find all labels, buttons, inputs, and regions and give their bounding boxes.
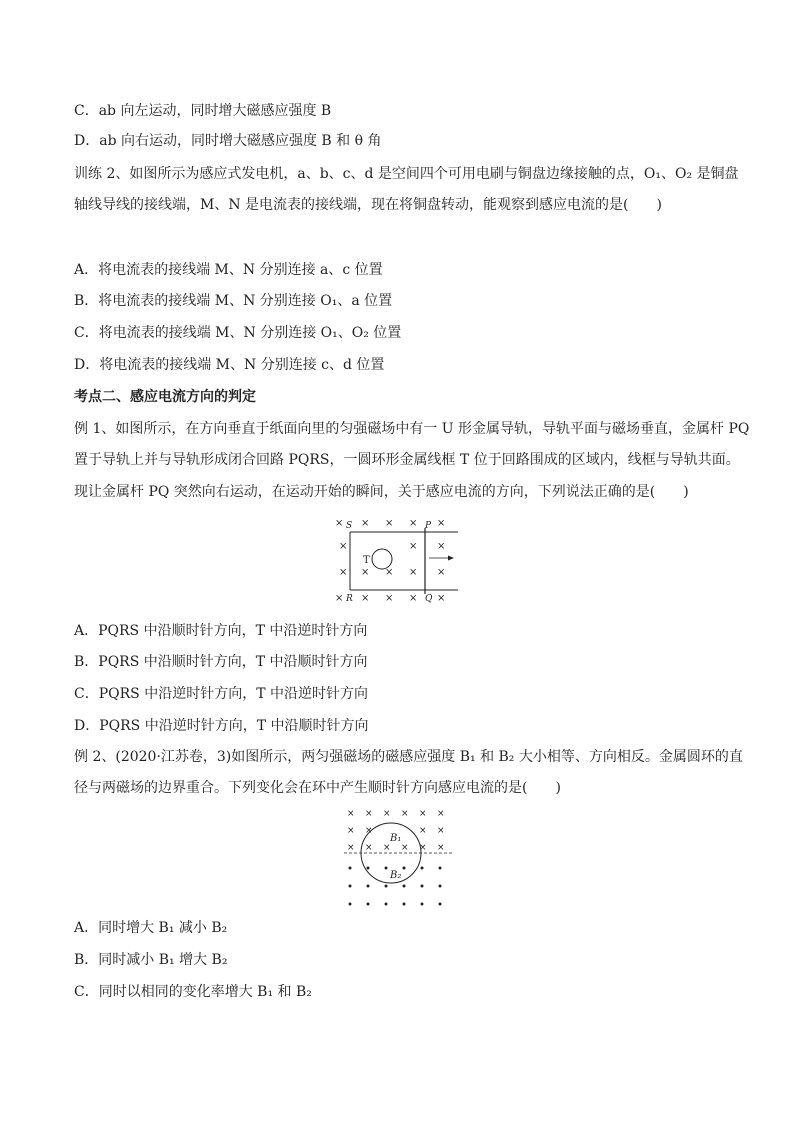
- example1-stem-line3: 现让金属杆 PQ 突然向右运动，在运动开始的瞬间，关于感应电流的方向，下列说法正确的是( ): [74, 484, 689, 500]
- svg-text:×: ×: [409, 567, 418, 578]
- svg-text:×: ×: [365, 843, 373, 853]
- option-c-prev: C．ab 向左运动，同时增大磁感应强度 B: [74, 103, 332, 119]
- svg-text:×: ×: [383, 809, 391, 819]
- svg-text:×: ×: [419, 809, 427, 819]
- training2-stem-line1: 训练 2、如图所示为感应式发电机，a、b、c、d 是空间四个可用电刷与铜盘边缘接触的点，O₁、O₂ 是铜盘: [74, 166, 739, 182]
- svg-text:×: ×: [339, 541, 348, 552]
- svg-text:×: ×: [361, 518, 370, 529]
- label-r: R: [346, 594, 353, 604]
- svg-text:×: ×: [409, 518, 418, 529]
- svg-text:×: ×: [401, 843, 409, 853]
- training2-option-a: A．将电流表的接线端 M、N 分别连接 a、c 位置: [74, 262, 383, 278]
- example1-stem-line2: 置于导轨上并与导轨形成闭合回路 PQRS，一圆环形金属线框 T 位于回路围成的区域内，线框与导轨共面。: [74, 452, 740, 468]
- training2-option-d: D．将电流表的接线端 M、N 分别连接 c、d 位置: [74, 357, 385, 373]
- svg-text:×: ×: [437, 567, 446, 578]
- figure-u-rail: [330, 512, 462, 606]
- example1-option-d: D．PQRS 中沿逆时针方向，T 中沿顺时针方向: [74, 718, 369, 734]
- section-heading: 考点二、感应电流方向的判定: [74, 389, 256, 405]
- example2-stem-line2: 径与两磁场的边界重合。下列变化会在环中产生顺时针方向感应电流的是( ): [74, 780, 561, 796]
- svg-text:×: ×: [437, 826, 445, 836]
- label-s: S: [346, 521, 353, 531]
- label-b2: B₂: [390, 870, 402, 881]
- training2-option-c: C．将电流表的接线端 M、N 分别连接 O₁、O₂ 位置: [74, 325, 402, 341]
- svg-text:×: ×: [335, 593, 344, 604]
- example2-option-a: A．同时增大 B₁ 减小 B₂: [74, 920, 228, 936]
- svg-text:×: ×: [365, 826, 373, 836]
- svg-text:×: ×: [437, 518, 446, 529]
- svg-text:×: ×: [437, 593, 446, 604]
- svg-text:×: ×: [385, 518, 394, 529]
- option-d-prev: D．ab 向右运动，同时增大磁感应强度 B 和 θ 角: [74, 133, 382, 149]
- svg-text:×: ×: [409, 593, 418, 604]
- example1-stem-line1: 例 1、如图所示，在方向垂直于纸面向里的匀强磁场中有一 U 形金属导轨，导轨平面与磁场垂直，金属杆 PQ: [74, 421, 750, 437]
- svg-text:×: ×: [361, 593, 370, 604]
- label-p: P: [425, 521, 432, 531]
- example1-option-b: B．PQRS 中沿顺时针方向，T 中沿顺时针方向: [74, 654, 368, 670]
- svg-text:×: ×: [361, 567, 370, 578]
- svg-text:×: ×: [419, 826, 427, 836]
- svg-text:×: ×: [409, 541, 418, 552]
- figure-two-fields: [340, 805, 456, 911]
- training2-stem-line2: 轴线导线的接线端，M、N 是电流表的接线端，现在将铜盘转动，能观察到感应电流的是( ): [74, 197, 662, 213]
- svg-text:×: ×: [437, 541, 446, 552]
- svg-text:×: ×: [385, 567, 394, 578]
- svg-text:×: ×: [437, 843, 445, 853]
- svg-text:×: ×: [419, 843, 427, 853]
- svg-text:×: ×: [401, 809, 409, 819]
- svg-text:×: ×: [339, 567, 348, 578]
- svg-text:×: ×: [347, 826, 355, 836]
- training2-option-b: B．将电流表的接线端 M、N 分别连接 O₁、a 位置: [74, 293, 393, 309]
- example1-option-c: C．PQRS 中沿逆时针方向，T 中沿逆时针方向: [74, 686, 368, 702]
- svg-text:×: ×: [347, 843, 355, 853]
- svg-text:×: ×: [347, 809, 355, 819]
- example1-option-a: A．PQRS 中沿顺时针方向，T 中沿逆时针方向: [74, 623, 368, 639]
- label-q: Q: [425, 594, 433, 604]
- svg-text:×: ×: [365, 809, 373, 819]
- svg-text:×: ×: [383, 843, 391, 853]
- example2-stem-line1: 例 2、(2020·江苏卷，3)如图所示，两匀强磁场的磁感应强度 B₁ 和 B₂ 大小相等、方向相反。金属圆环的直: [74, 749, 743, 765]
- example2-option-b: B．同时减小 B₁ 增大 B₂: [74, 952, 228, 968]
- label-b1: B₁: [390, 833, 402, 844]
- svg-text:×: ×: [335, 518, 344, 529]
- svg-text:×: ×: [385, 593, 394, 604]
- label-t: T: [363, 555, 370, 566]
- example2-option-c: C．同时以相同的变化率增大 B₁ 和 B₂: [74, 984, 312, 1000]
- svg-text:×: ×: [437, 809, 445, 819]
